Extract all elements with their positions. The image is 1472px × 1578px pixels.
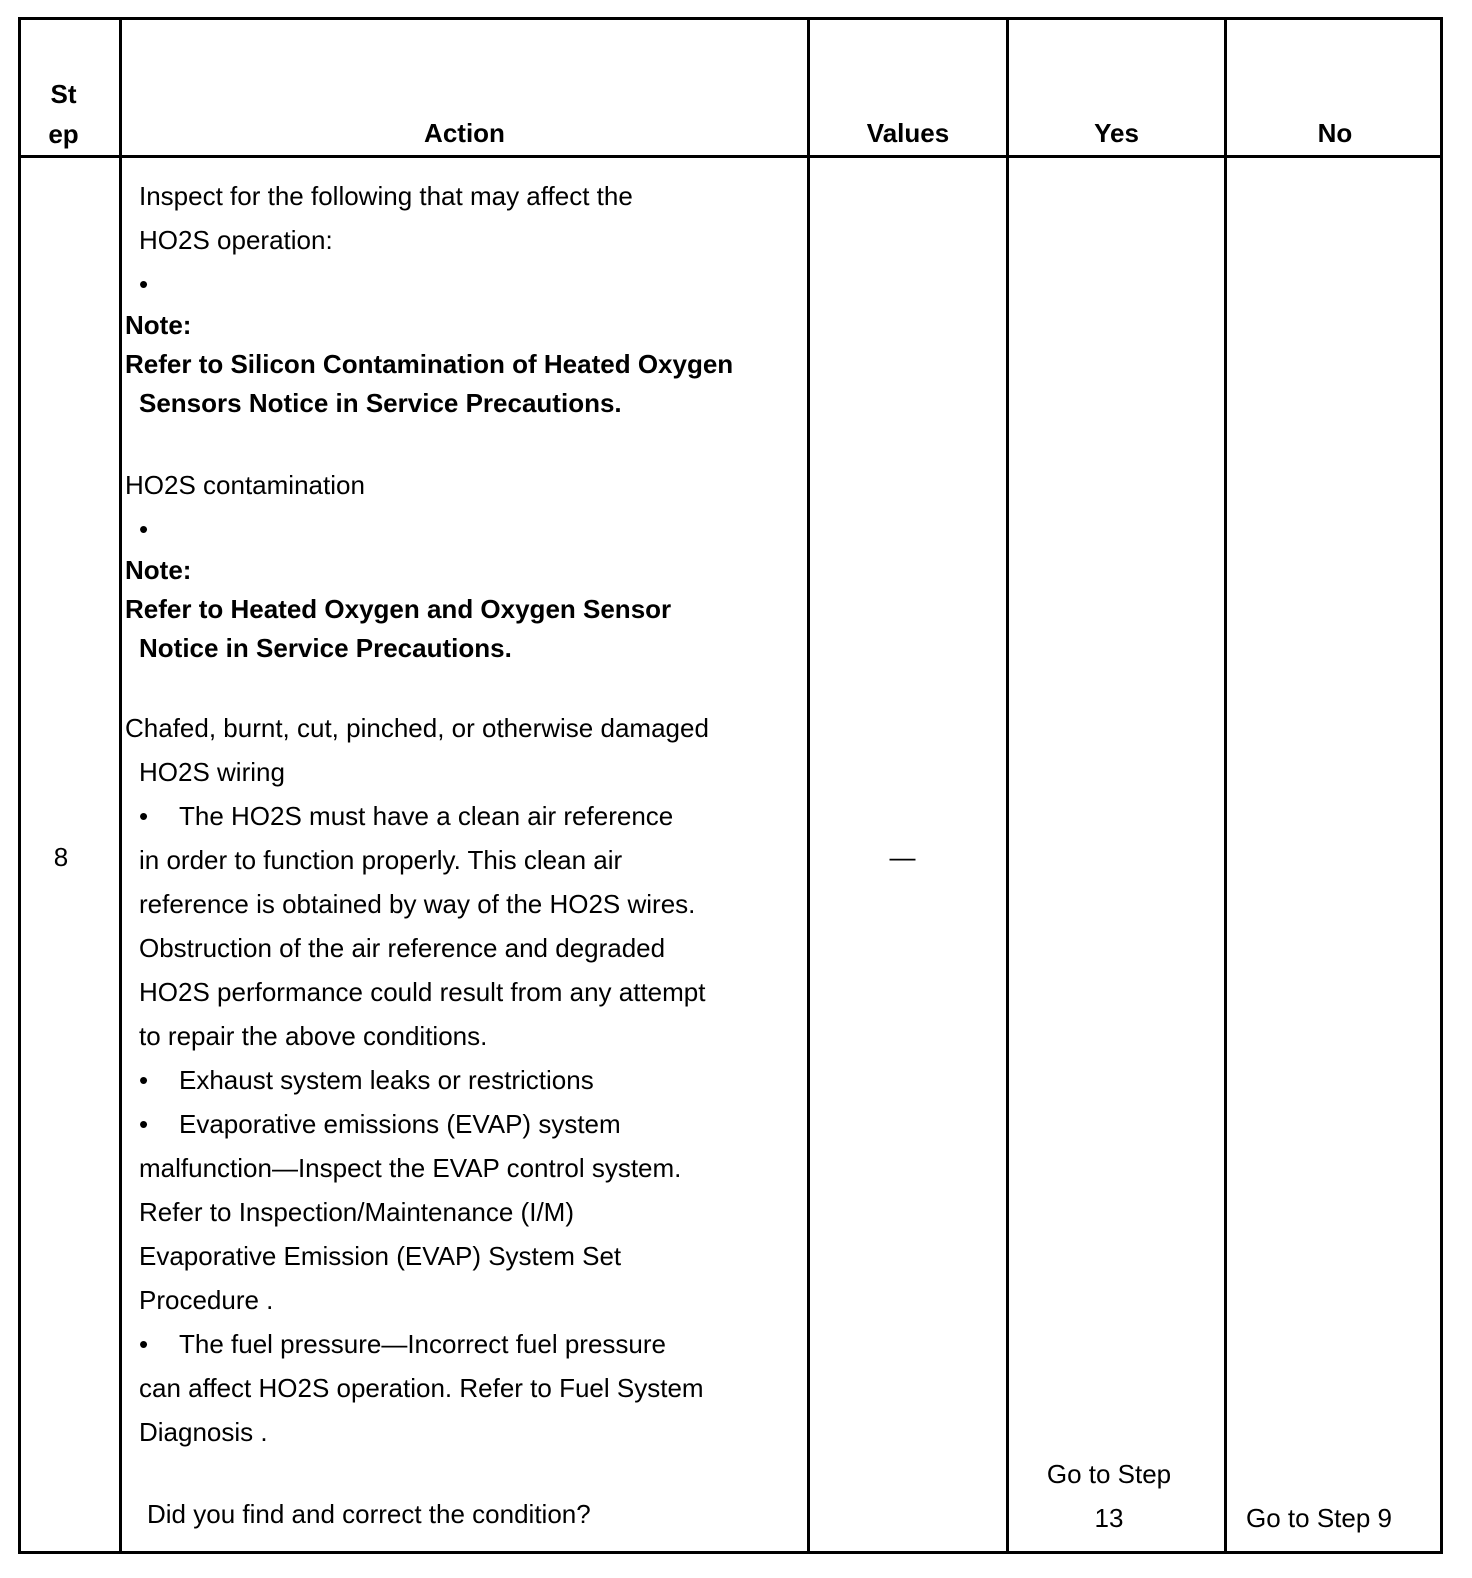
column-divider-values	[1006, 20, 1009, 1551]
action-intro-line1: Inspect for the following that may affect the	[139, 181, 633, 211]
diagnostic-table	[18, 17, 1443, 1554]
bullet-item: • The HO2S must have a clean air reference	[139, 801, 674, 831]
header-action: Action	[424, 118, 505, 148]
no-cell: Go to Step 9	[1246, 1503, 1392, 1533]
column-divider-action	[807, 20, 810, 1551]
step-number: 8	[53, 842, 69, 872]
note-label: Note:	[125, 310, 192, 340]
yes-cell: Go to Step 13	[1046, 1459, 1172, 1533]
action-item: HO2S wiring	[139, 757, 285, 787]
bullet-item-continued: can affect HO2S operation. Refer to Fuel System	[139, 1373, 704, 1403]
spacer	[125, 1454, 805, 1492]
column-divider-yes	[1224, 20, 1227, 1551]
values-cell: —	[889, 842, 916, 872]
bullet-item-continued: Evaporative Emission (EVAP) System Set	[139, 1241, 622, 1271]
bullet-item-continued: reference is obtained by way of the HO2S wires.	[139, 889, 696, 919]
bullet-item-continued: Obstruction of the air reference and degraded	[139, 933, 666, 963]
note-text: Refer to Silicon Contamination of Heated Oxygen	[125, 349, 734, 379]
action-question: Did you find and correct the condition?	[147, 1499, 591, 1529]
bullet-item: • Exhaust system leaks or restrictions	[139, 1065, 594, 1095]
bullet-item-continued: Procedure .	[139, 1285, 274, 1315]
bullet-item-continued: to repair the above conditions.	[139, 1021, 488, 1051]
header-values: Values	[866, 118, 950, 148]
header-no: No	[1317, 118, 1353, 148]
action-item: HO2S contamination	[125, 470, 365, 500]
bullet-marker: •	[139, 514, 149, 544]
bullet-item-continued: HO2S performance could result from any attempt	[139, 977, 706, 1007]
action-cell	[125, 176, 805, 1536]
action-item: Chafed, burnt, cut, pinched, or otherwise damaged	[125, 713, 709, 743]
note-label: Note:	[125, 555, 192, 585]
bullet-marker: •	[139, 269, 149, 299]
spacer	[125, 668, 805, 706]
header-divider	[21, 155, 1440, 158]
column-divider-step	[119, 20, 122, 1551]
note-text: Notice in Service Precautions.	[139, 633, 512, 663]
bullet-item: • The fuel pressure—Incorrect fuel pressure	[139, 1329, 666, 1359]
note-text: Refer to Heated Oxygen and Oxygen Sensor	[125, 594, 672, 624]
header-yes: Yes	[1094, 118, 1139, 148]
bullet-item-continued: malfunction—Inspect the EVAP control system.	[139, 1153, 682, 1183]
action-intro-line2: HO2S operation:	[139, 225, 333, 255]
spacer	[125, 423, 805, 463]
bullet-item-continued: in order to function properly. This clean air	[139, 845, 623, 875]
header-step: St ep	[48, 79, 79, 149]
note-text: Sensors Notice in Service Precautions.	[139, 388, 622, 418]
bullet-item: • Evaporative emissions (EVAP) system	[139, 1109, 621, 1139]
bullet-item-continued: Refer to Inspection/Maintenance (I/M)	[139, 1197, 574, 1227]
bullet-item-continued: Diagnosis .	[139, 1417, 268, 1447]
